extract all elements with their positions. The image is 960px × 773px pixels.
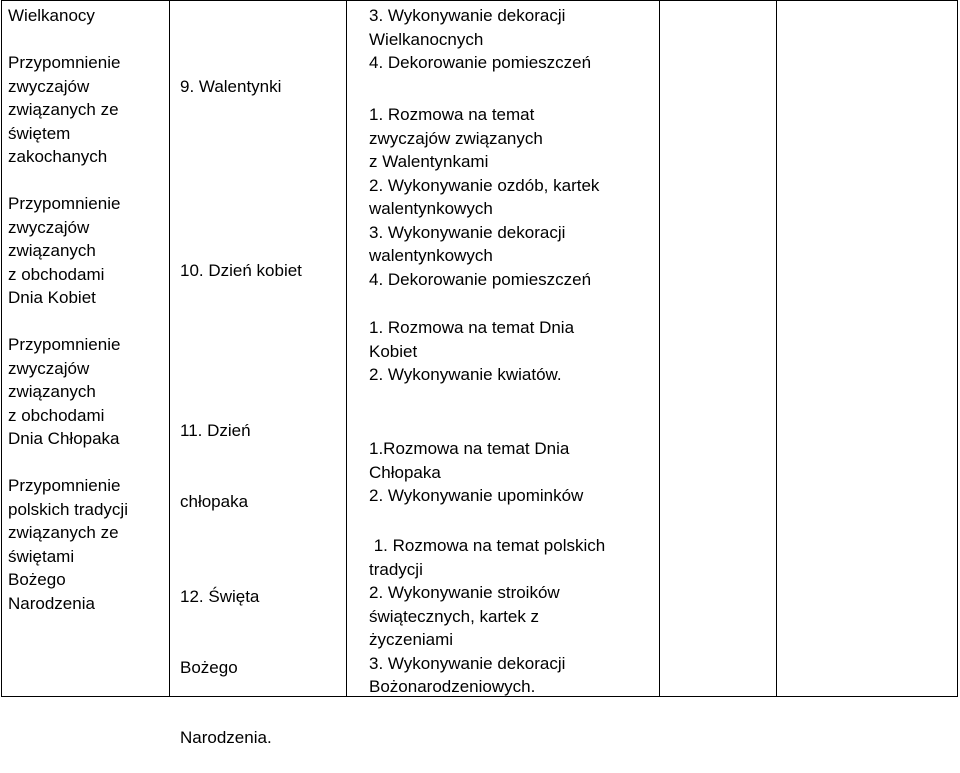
activity-valentines-line: zwyczajów związanych — [369, 128, 543, 148]
activity-christmas-line: świątecznych, kartek z — [369, 606, 540, 626]
column1-line — [8, 169, 128, 193]
topic-boys-day — [180, 372, 251, 537]
column1-line: Przypomnienie — [8, 335, 121, 354]
column1-line: zakochanych — [8, 147, 108, 166]
activities-valentines — [369, 103, 599, 291]
column-divider-1 — [169, 1, 170, 696]
column1-line: Dnia Chłopaka — [8, 429, 120, 448]
activity-christmas-line: 3. Wykonywanie dekoracji — [369, 653, 566, 673]
column1-line: polskich tradycji — [8, 499, 128, 519]
column1-line: Bożego — [8, 570, 66, 589]
activity-valentines-line: 1. Rozmowa na temat — [369, 105, 535, 124]
column1-line: związanych — [8, 382, 96, 401]
column1-line: zwyczajów — [8, 76, 90, 96]
column1-line: związanych ze — [8, 100, 119, 119]
topic-christmas — [180, 538, 272, 773]
activities-christmas — [369, 534, 605, 699]
activity-boys-day-line: 2. Wykonywanie upominków — [369, 486, 584, 505]
column1-line: świętami — [8, 546, 75, 566]
activity-christmas-line: tradycji — [369, 559, 423, 579]
activity-valentines-line: walentynkowych — [369, 246, 493, 265]
activities-womens-day — [369, 316, 574, 387]
column1-text — [8, 4, 128, 615]
activity-valentines-line: walentynkowych — [369, 199, 493, 218]
activity-womens-day-line: Kobiet — [369, 341, 418, 361]
topic-boys-day-line1: 11. Dzień — [180, 421, 251, 440]
activity-christmas-line: 2. Wykonywanie stroików — [369, 583, 560, 602]
topic-christmas-line1: 12. Święta — [180, 587, 260, 606]
column-divider-2 — [346, 1, 347, 696]
column1-line: związanych ze — [8, 523, 119, 542]
activity-womens-day-line: 1. Rozmowa na temat Dnia — [369, 318, 575, 337]
activity-easter-line: 4. Dekorowanie pomieszczeń — [369, 53, 592, 72]
activities-boys-day — [369, 437, 583, 508]
column1-line: Przypomnienie — [8, 476, 121, 495]
column1-line — [8, 451, 128, 475]
activity-valentines-line: 3. Wykonywanie dekoracji — [369, 222, 566, 242]
column1-line: związanych — [8, 241, 96, 260]
column1-line: Narodzenia — [8, 593, 95, 613]
activity-valentines-line: 4. Dekorowanie pomieszczeń — [369, 269, 592, 289]
topic-christmas-line2: Bożego — [180, 657, 238, 677]
activity-christmas-line: Bożonarodzeniowych. — [369, 677, 536, 696]
column-divider-4 — [776, 1, 777, 696]
column1-line: Przypomnienie — [8, 53, 121, 72]
column1-line: Dnia Kobiet — [8, 288, 96, 307]
activity-valentines-line: 2. Wykonywanie ozdób, kartek — [369, 175, 600, 195]
column1-line — [8, 310, 128, 334]
column1-line: zwyczajów — [8, 358, 90, 378]
column1-line: z obchodami — [8, 264, 105, 284]
activity-easter-line: 3. Wykonywanie dekoracji — [369, 6, 566, 25]
column1-line — [8, 28, 128, 52]
column1-line: z obchodami — [8, 405, 105, 425]
column1-line: zwyczajów — [8, 217, 90, 237]
topic-valentines: 9. Walentynki — [180, 77, 282, 96]
activity-boys-day-line: 1.Rozmowa na temat Dnia — [369, 439, 570, 458]
topic-womens-day: 10. Dzień kobiet — [180, 261, 302, 280]
column-divider-3 — [659, 1, 660, 696]
topic-boys-day-line2: chłopaka — [180, 491, 249, 511]
activity-easter-line: Wielkanocnych — [369, 29, 484, 49]
column1-line: Wielkanocy — [8, 6, 95, 25]
activity-valentines-line: z Walentynkami — [369, 152, 489, 171]
column1-line: świętem — [8, 123, 71, 143]
activity-christmas-line: życzeniami — [369, 630, 454, 649]
activity-boys-day-line: Chłopaka — [369, 462, 441, 482]
column1-line: Przypomnienie — [8, 194, 121, 213]
activity-christmas-line: 1. Rozmowa na temat polskich — [369, 536, 606, 555]
activities-easter — [369, 4, 591, 75]
topic-christmas-line3: Narodzenia. — [180, 728, 272, 747]
activity-womens-day-line: 2. Wykonywanie kwiatów. — [369, 365, 562, 384]
